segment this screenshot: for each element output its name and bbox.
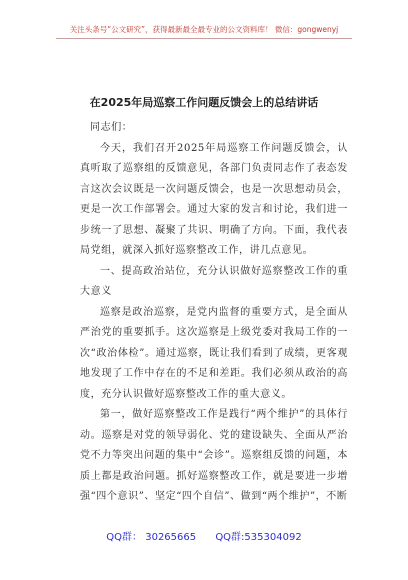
document-title: 在2025年局巡察工作问题反馈会上的总结讲话: [89, 96, 319, 109]
header-promo-note: 关注头条号“公文研究”，获得最新最全最专业的公文资料库！ 微信：gongwenyj: [69, 25, 339, 34]
document-body: [80, 118, 348, 508]
footer-contact: [0, 528, 408, 543]
paragraph-significance: 巡察是政治巡察，是党内监督的重要方式，是全面从严治党的重要抓手。这次巡察是上级党委对我局工作的一次“政治体检”。通过巡察，既让我们看到了成绩，更客观地发现了工作中存在的不足和差距。我们必须从政治的高度，充分认识做好巡察整改工作的重大意义。: [80, 306, 348, 400]
footer-qq-group-1: QQ群： 30265665: [106, 532, 197, 543]
section-heading-1: 一、提高政治站位，充分认识做好巡察整改工作的重大意义: [80, 265, 348, 297]
paragraph-first-point: 第一，做好巡察整改工作是践行“两个维护”的具体行动。巡察是对党的领导弱化、党的建设缺失、全面从严治党不力等突出问题的集中“会诊”。巡察组反馈的问题，本质上都是政治问题。抓好巡察整改工作，就是要进一步增强“四个意识”、坚定“四个自信”、做到“两个维护”，不断: [80, 409, 348, 502]
header-divider: [56, 38, 352, 39]
salutation: 同志们：: [90, 122, 133, 133]
paragraph-opening: 今天，我们召开2025年局巡察工作问题反馈会，认真听取了巡察组的反馈意见，各部门负责同志作了表态发言这次会议既是一次问题反馈会，也是一次思想动员会，更是一次工作部署会。通过大家的发言和讨论，我们进一步统一了思想、凝聚了共识、明确了方向。下面，我代表局党组，就深入抓好巡察整改工作，讲几点意见。: [80, 142, 348, 256]
footer-qq-group-2: QQ群:535304092: [215, 532, 302, 543]
